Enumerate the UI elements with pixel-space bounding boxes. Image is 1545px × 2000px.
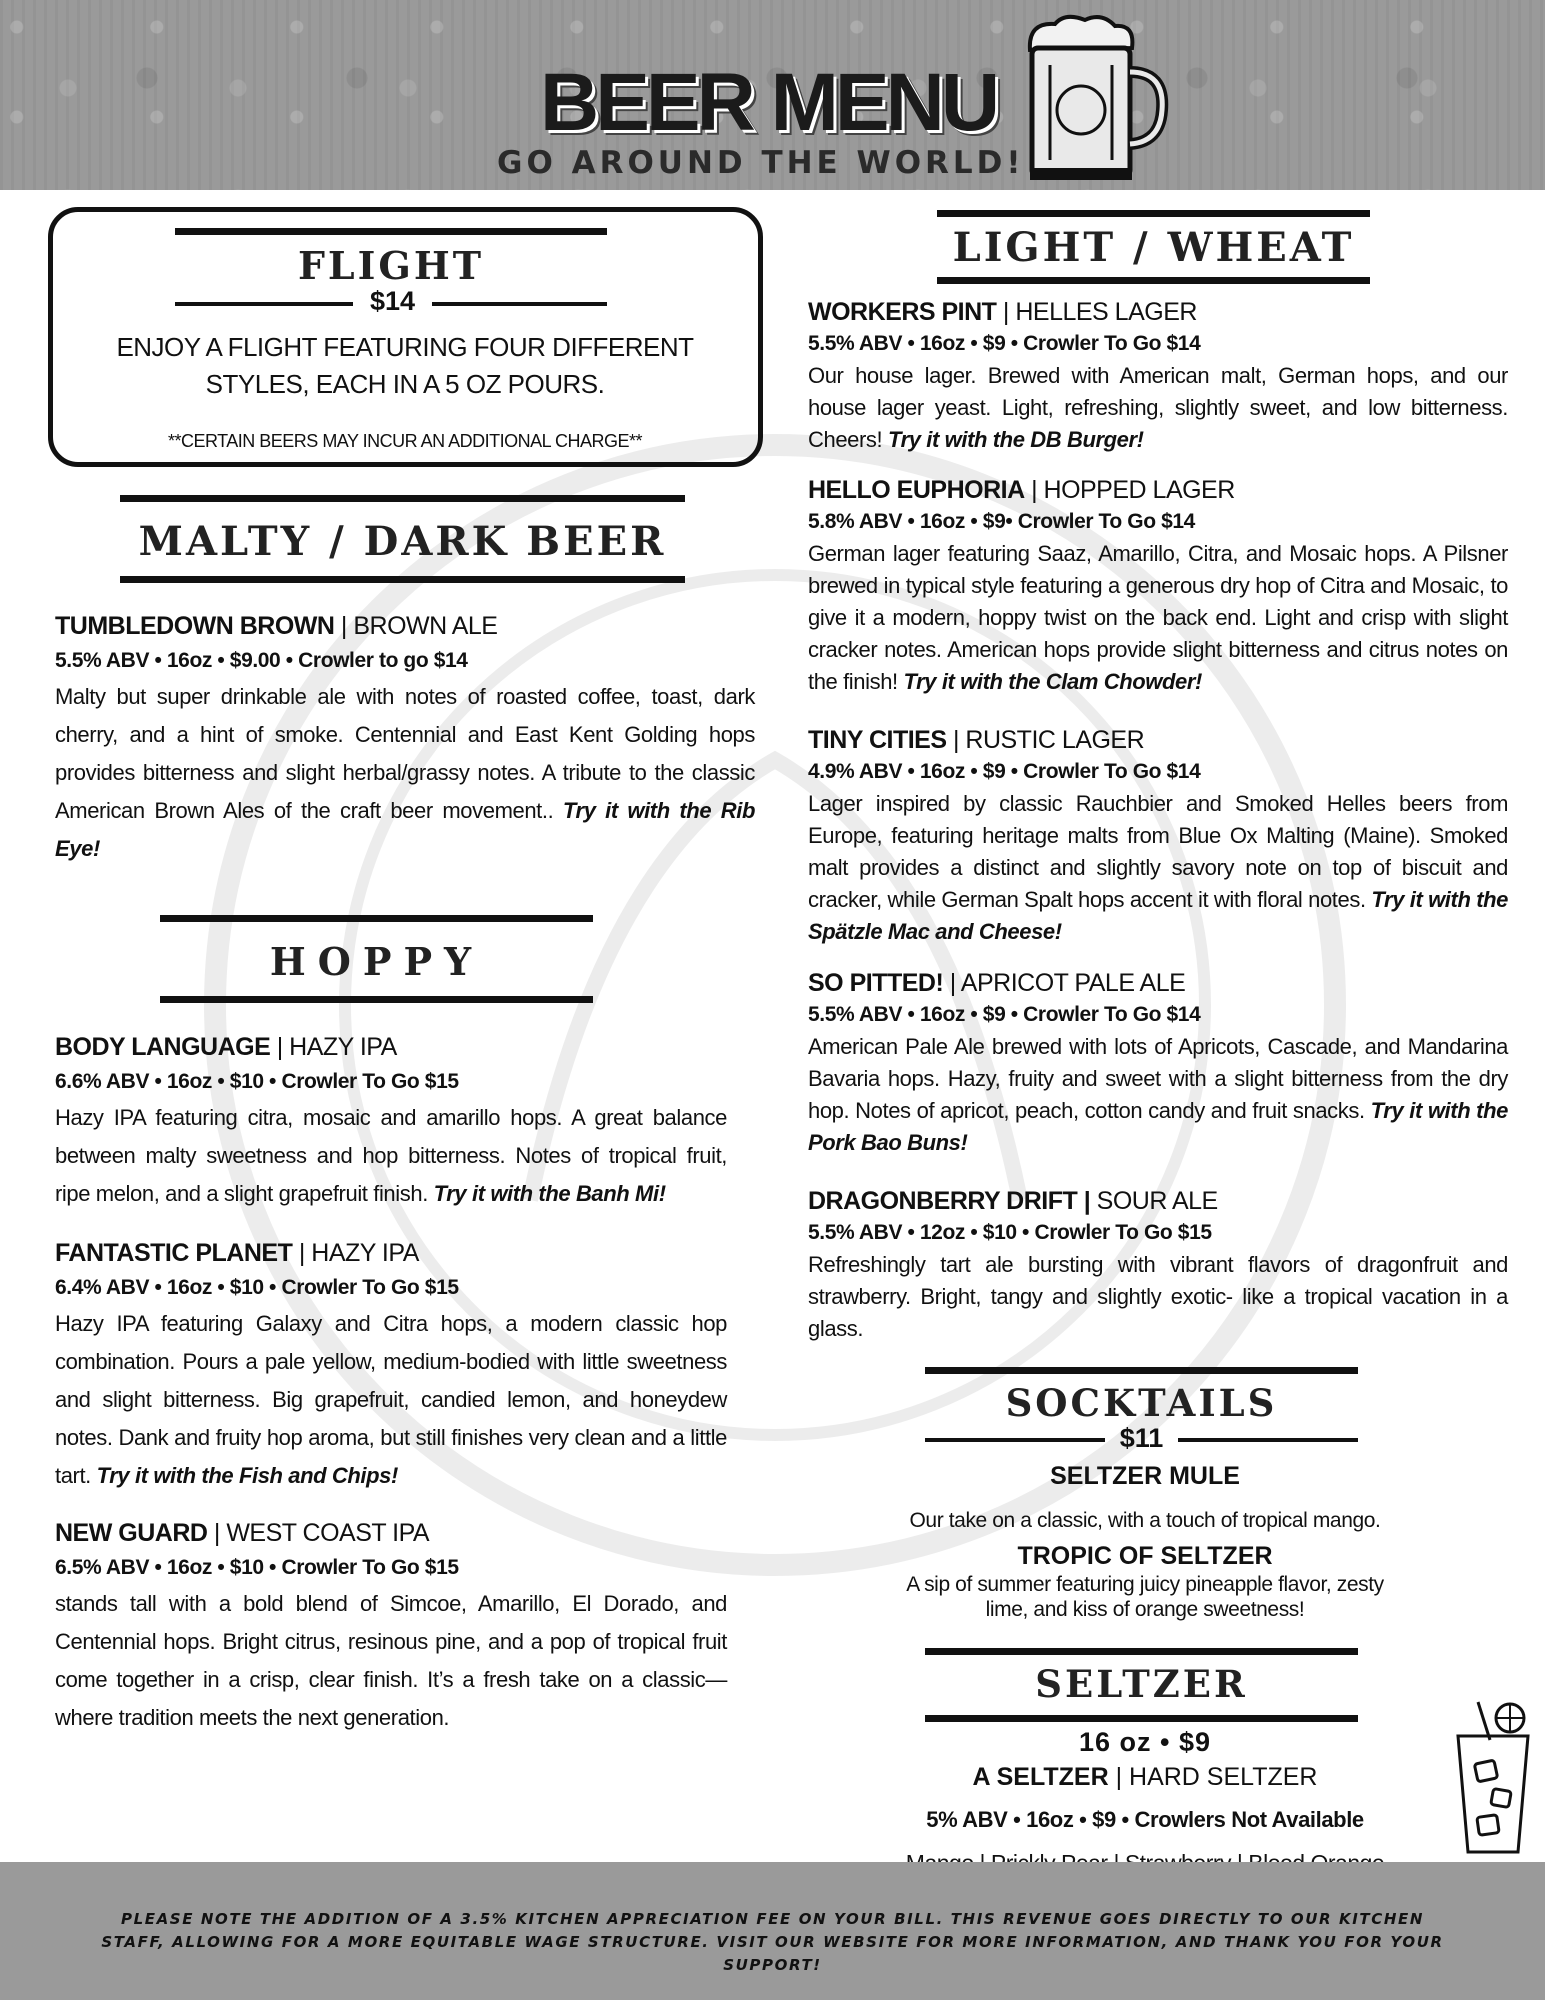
beer-description-text: German lager featuring Saaz, Amarillo, Citra, and Mosaic hops. A Pilsner brewed in typical style featuring a generous dry hop of Citra and Mosaic, to give it a modern, hoppy twist on the back end. Light and crisp with slight cracker notes. American hops provide slight bitterness and citrus notes on the finish! (808, 541, 1508, 694)
flight-price-rule-left (175, 302, 353, 306)
beer-stats: 5.5% ABV • 12oz • $10 • Crowler To Go $15 (808, 1221, 1212, 1244)
beer-tiny-cities (808, 724, 1508, 948)
seltzer-style: | HARD SELTZER (1108, 1763, 1318, 1791)
beer-name: BODY LANGUAGE (55, 1033, 271, 1061)
beer-name: SO PITTED! (808, 969, 944, 997)
beer-pairing: Try it with the DB Burger! (887, 427, 1144, 452)
tropic-of-seltzer-description-line2: lime, and kiss of orange sweetness! (985, 1598, 1305, 1621)
kitchen-fee-notice: PLEASE NOTE THE ADDITION OF A 3.5% KITCHEN APPRECIATION FEE ON YOUR BILL. THIS REVENUE GOES DIRECTLY TO OUR KITCHEN STAFF, ALLOWING FOR A MORE EQUITABLE WAGE STRUCTURE. VISIT OUR WEBSITE FOR MORE INFORMATION, AND THANK YOU FOR YOUR SUPPORT! (101, 1910, 1444, 1974)
beer-style: | HAZY IPA (292, 1239, 419, 1267)
light-title: LIGHT / WHEAT (952, 224, 1355, 271)
beer-style: | WEST COAST IPA (207, 1519, 430, 1547)
beer-style: | APRICOT PALE ALE (943, 969, 1186, 997)
hoppy-top-rule (160, 915, 593, 922)
seltzer-mule-description: Our take on a classic, with a touch of tropical mango. (909, 1509, 1381, 1532)
beer-description (55, 678, 755, 868)
beer-pairing: Try it with the Fish and Chips! (96, 1463, 398, 1488)
beer-name-line (55, 1235, 727, 1271)
flight-price-rule-right (432, 302, 607, 306)
beer-description (808, 360, 1508, 456)
beer-description-text: Hazy IPA featuring citra, mosaic and amarillo hops. A great balance between malty sweetness and hop bitterness. Notes of tropical fruit, ripe melon, and a slight grapefruit finish. (55, 1105, 727, 1206)
flight-top-rule (175, 228, 607, 235)
beer-name-line (808, 967, 1508, 999)
beer-body-language (55, 1029, 727, 1213)
menu-title: BEER MENU (540, 57, 997, 148)
beer-name: FANTASTIC PLANET (55, 1239, 293, 1267)
socktails-price: $11 (1119, 1423, 1164, 1453)
beer-name: HELLO EUPHORIA (808, 476, 1025, 504)
light-top-rule (937, 210, 1370, 217)
beer-description-text: Our house lager. Brewed with American malt, German hops, and our house lager yeast. Light, refreshing, slightly sweet, and low bitterness. Cheers! (808, 363, 1508, 452)
beer-stats: 6.4% ABV • 16oz • $10 • Crowler To Go $15 (55, 1276, 459, 1299)
malty-bottom-rule (120, 576, 685, 583)
beer-description-text: Hazy IPA featuring Galaxy and Citra hops, a modern classic hop combination. Pours a pale yellow, medium-bodied with little sweetness and slight bitterness. Big grapefruit, candied lemon, and honeydew notes. Dank and fruity hop aroma, but still finishes very clean and a little tart. (55, 1311, 727, 1488)
beer-style: | HAZY IPA (270, 1033, 397, 1061)
beer-fantastic-planet (55, 1235, 727, 1495)
beer-description-text: Malty but super drinkable ale with notes of roasted coffee, toast, dark cherry, and a hint of smoke. Centennial and East Kent Golding hops provides bitterness and slight herbal/grassy notes. A tribute to the classic American Brown Ales of the craft beer movement.. (55, 684, 755, 823)
socktails-price-rule-left (925, 1438, 1105, 1442)
seltzer-mule-name: SELTZER MULE (1050, 1462, 1240, 1490)
flight-description-line2: STYLES, EACH IN A 5 OZ POURS. (205, 369, 605, 399)
tropic-of-seltzer-description (850, 1572, 1440, 1622)
seltzer-bottom-rule (925, 1715, 1358, 1722)
beer-description (808, 1031, 1508, 1159)
seltzer-top-rule (925, 1648, 1358, 1655)
beer-stats: 5.5% ABV • 16oz • $9 • Crowler To Go $14 (808, 1003, 1201, 1026)
beer-style: | HOPPED LAGER (1024, 476, 1235, 504)
beer-dragonberry-drift (808, 1185, 1508, 1345)
beer-description (808, 1249, 1508, 1345)
beer-description-text: stands tall with a bold blend of Simcoe, Amarillo, El Dorado, and Centennial hops. Bright citrus, resinous pine, and a pop of tropical fruit come together in a crisp, clear finish. It’s a fresh take on a classic—where tradition meets the next generation. (55, 1591, 727, 1730)
beer-workers-pint (808, 296, 1508, 456)
flight-note: **CERTAIN BEERS MAY INCUR AN ADDITIONAL CHARGE** (167, 431, 643, 451)
beer-name-line (55, 608, 755, 644)
beer-name: TINY CITIES (808, 726, 947, 754)
light-bottom-rule (937, 277, 1370, 284)
beer-style: | HELLES LAGER (996, 298, 1197, 326)
beer-name-line (55, 1029, 727, 1065)
beer-new-guard (55, 1515, 727, 1737)
socktails-top-rule (925, 1367, 1358, 1374)
flight-description (80, 329, 730, 403)
beer-name-line (808, 474, 1508, 506)
beer-name: DRAGONBERRY DRIFT | (808, 1187, 1091, 1215)
flight-description-line1: ENJOY A FLIGHT FEATURING FOUR DIFFERENT (116, 332, 694, 362)
beer-tumbledown-brown (55, 608, 755, 868)
beer-stats: 6.5% ABV • 16oz • $10 • Crowler To Go $15 (55, 1556, 459, 1579)
beer-stats: 4.9% ABV • 16oz • $9 • Crowler To Go $14 (808, 760, 1201, 783)
seltzer-stats: 5% ABV • 16oz • $9 • Crowlers Not Available (926, 1807, 1364, 1832)
beer-pairing: Try it with the Clam Chowder! (903, 669, 1202, 694)
flight-price: $14 (369, 286, 416, 316)
beer-description (808, 788, 1508, 948)
beer-pairing: Try it with the Spätzle Mac and Cheese! (808, 887, 1509, 944)
socktails-title: SOCKTAILS (1005, 1381, 1278, 1425)
beer-description-text: Refreshingly tart ale bursting with vibrant flavors of dragonfruit and strawberry. Bright, tangy and slightly exotic- like a tropical vacation in a glass. (808, 1252, 1508, 1341)
malty-title: MALTY / DARK BEER (138, 518, 667, 565)
beer-description-text: American Pale Ale brewed with lots of Apricots, Cascade, and Mandarina Bavaria hops. Hazy, fruity and sweet with a slight bitterness from the dry hop. Notes of apricot, peach, cotton candy and fruit snacks. (808, 1034, 1508, 1123)
beer-pairing: Try it with the Pork Bao Buns! (808, 1098, 1508, 1155)
beer-stats: 6.6% ABV • 16oz • $10 • Crowler To Go $15 (55, 1070, 459, 1093)
beer-name-line (808, 296, 1508, 328)
beer-stats: 5.5% ABV • 16oz • $9.00 • Crowler to go $14 (55, 649, 468, 672)
beer-name-line (55, 1515, 727, 1551)
beer-name: NEW GUARD (55, 1519, 208, 1547)
beer-style: | RUSTIC LAGER (946, 726, 1145, 754)
tropic-of-seltzer-name: TROPIC OF SELTZER (1017, 1542, 1273, 1570)
beer-name-line (808, 1185, 1508, 1217)
cocktail-glass-icon (1448, 1700, 1538, 1860)
beer-description-text: Lager inspired by classic Rauchbier and Smoked Helles beers from Europe, featuring heritage malts from Blue Ox Malting (Maine). Smoked malt provides a distinct and slightly savory note on top of biscuit and cracker, while German Spalt hops accent it with floral notes. (808, 791, 1508, 912)
beer-name-line (808, 724, 1508, 756)
seltzer-price: 16 oz • $9 (1078, 1727, 1211, 1757)
flight-title: FLIGHT (297, 243, 485, 288)
beer-so-pitted (808, 967, 1508, 1159)
beer-hello-euphoria (808, 474, 1508, 698)
menu-tagline: GO AROUND THE WORLD! (497, 145, 1025, 181)
beer-pairing: Try it with the Rib Eye! (55, 798, 755, 861)
beer-stats: 5.8% ABV • 16oz • $9• Crowler To Go $14 (808, 510, 1195, 533)
beer-mug-icon (1010, 10, 1170, 185)
seltzer-title: SELTZER (1035, 1662, 1248, 1706)
beer-description (55, 1585, 727, 1737)
tropic-of-seltzer-description-line1: A sip of summer featuring juicy pineapple flavor, zesty (906, 1573, 1384, 1596)
beer-style: SOUR ALE (1090, 1187, 1218, 1215)
beer-description (808, 538, 1508, 698)
hoppy-title: HOPPY (269, 939, 484, 984)
hoppy-bottom-rule (160, 996, 593, 1003)
seltzer-name: A SELTZER (972, 1763, 1109, 1791)
socktails-price-rule-right (1178, 1438, 1358, 1442)
malty-top-rule (120, 495, 685, 502)
beer-pairing: Try it with the Banh Mi! (433, 1181, 666, 1206)
beer-style: | BROWN ALE (334, 612, 498, 640)
beer-name: WORKERS PINT (808, 298, 997, 326)
seltzer-name-line (850, 1763, 1440, 1792)
beer-name: TUMBLEDOWN BROWN (55, 612, 335, 640)
beer-stats: 5.5% ABV • 16oz • $9 • Crowler To Go $14 (808, 332, 1201, 355)
beer-description (55, 1099, 727, 1213)
beer-description (55, 1305, 727, 1495)
